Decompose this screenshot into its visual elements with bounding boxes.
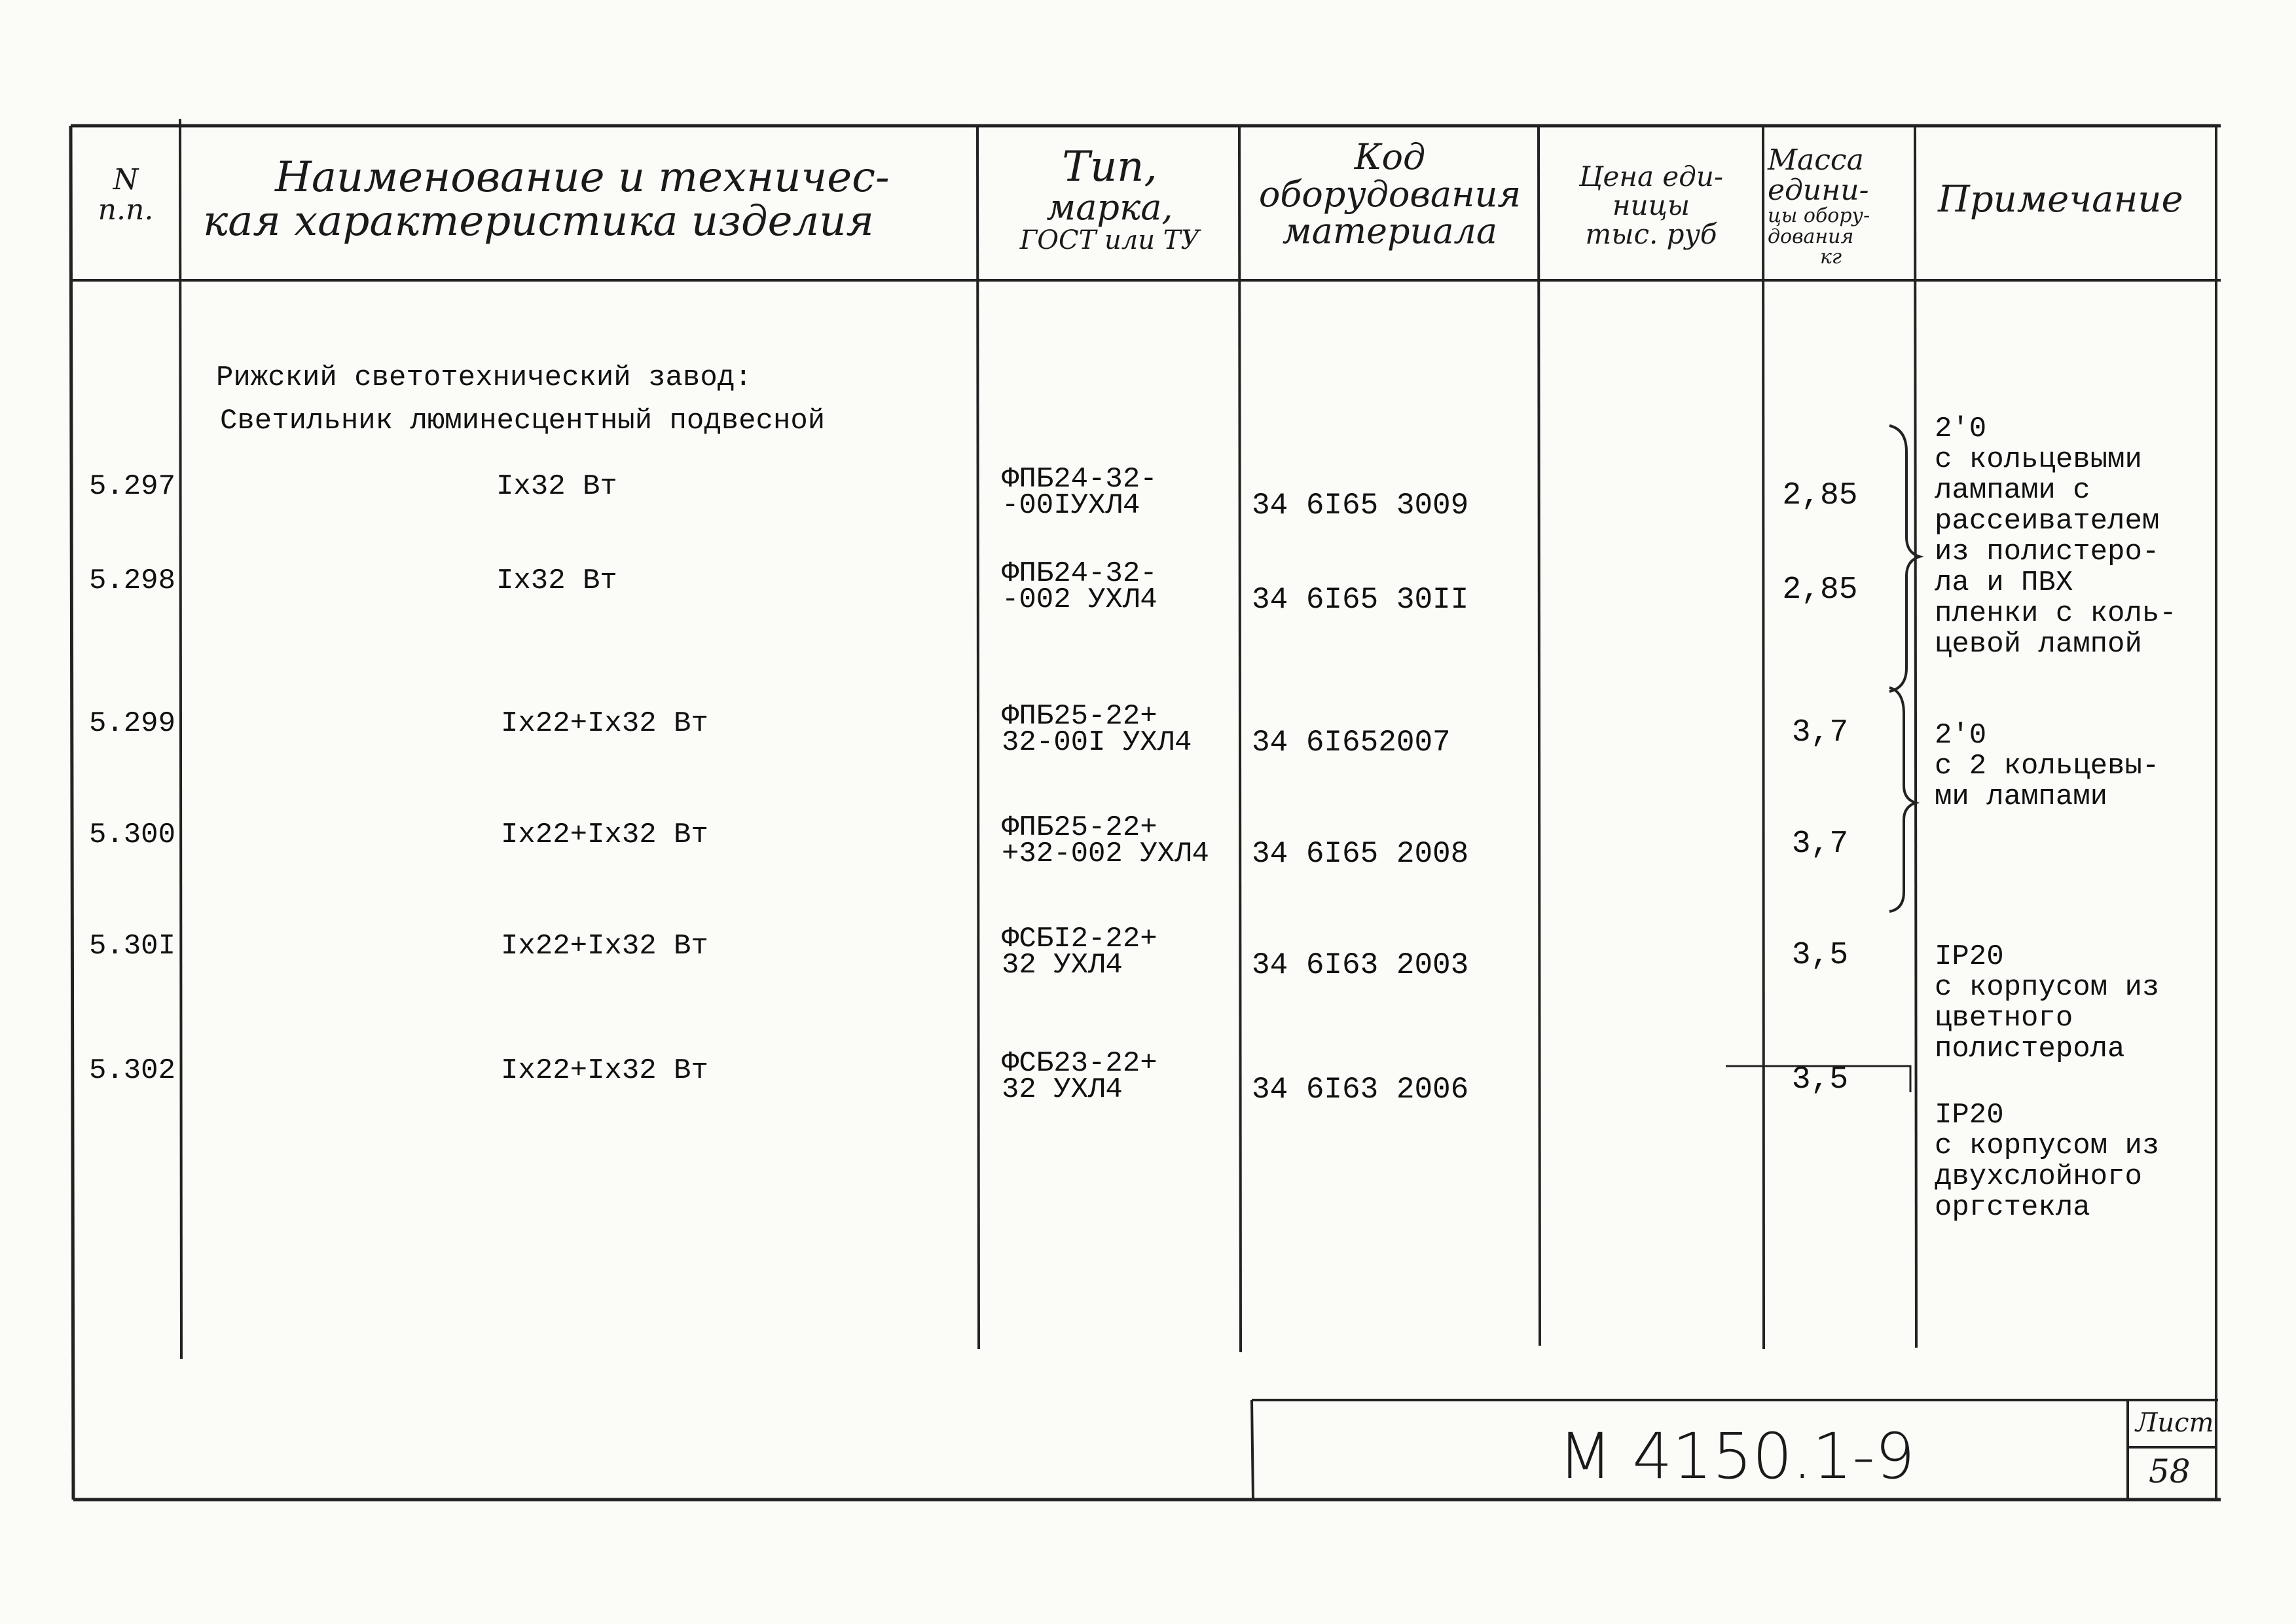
header-type-line: Тип,	[1062, 143, 1157, 191]
row-type-line: ФПБ24-32-	[1002, 463, 1157, 496]
row-number: 5.297	[88, 470, 175, 503]
table-row	[0, 923, 2226, 1008]
header-num-line: п.п.	[98, 193, 154, 227]
header-name	[203, 153, 890, 246]
row-code: 34 6I63 2006	[1252, 1073, 1469, 1107]
table-row	[0, 700, 2226, 786]
note-line: пленки с коль-	[1935, 597, 2177, 630]
header-code-line: Код	[1354, 136, 1426, 177]
header-mass	[1768, 145, 1870, 268]
header-type-line: ГОСТ или ТУ	[1019, 225, 1200, 255]
sheet-label: Лист	[2136, 1408, 2214, 1438]
note-line: с корпусом из	[1935, 1130, 2160, 1162]
row-name: Iх32 Вт	[496, 564, 617, 597]
header-mass-line: дования	[1768, 225, 1854, 248]
row-mass: 3,5	[1791, 1062, 1849, 1098]
note-line: 2'0	[1935, 413, 1987, 445]
note-group	[1935, 942, 2159, 1065]
note-line: лампами с	[1935, 474, 2090, 507]
row-type-line: -002 УХЛ4	[1002, 583, 1157, 616]
row-code: 34 6I65 3009	[1252, 489, 1469, 523]
row-type-line: 32 УХЛ4	[1002, 1073, 1123, 1106]
row-type	[1002, 811, 1209, 870]
note-line: рассеивателем	[1935, 505, 2160, 538]
row-type-line: -00IУХЛ4	[1002, 489, 1140, 522]
row-name: Iх32 Вт	[496, 470, 617, 503]
header-type	[982, 145, 1237, 254]
note-line: IP20	[1935, 940, 2004, 973]
row-name: Iх22+Iх32 Вт	[501, 1054, 708, 1087]
header-mass-line: цы обору-	[1768, 204, 1870, 228]
row-name: Iх22+Iх32 Вт	[501, 707, 708, 740]
header-code-line: оборудования	[1258, 173, 1522, 215]
row-number: 5.298	[88, 564, 175, 597]
header-mass-line: Масса	[1768, 143, 1864, 177]
row-type-line: ФПБ25-22+	[1002, 700, 1157, 733]
row-code: 34 6I65 30II	[1252, 583, 1469, 617]
header-price	[1541, 162, 1761, 249]
row-mass: 3,7	[1791, 826, 1849, 862]
manufacturer-heading: Рижский светотехнический завод:	[216, 361, 752, 394]
row-type-line: ФПБ25-22+	[1002, 811, 1157, 844]
row-name: Iх22+Iх32 Вт	[501, 930, 708, 963]
note-line: 2'0	[1935, 719, 1987, 752]
row-type	[1002, 700, 1192, 759]
header-type-line: марка,	[1046, 187, 1173, 229]
row-mass: 2,85	[1782, 572, 1858, 608]
note-line: двухслойного	[1935, 1160, 2142, 1193]
header-name-line: кая характеристика изделия	[203, 197, 874, 246]
row-type	[1002, 923, 1157, 982]
note-line: цевой лампой	[1935, 628, 2142, 661]
header-code	[1242, 136, 1538, 252]
note-line: ла и ПВХ	[1935, 566, 2073, 599]
row-type	[1002, 557, 1157, 616]
header-mass-line: кг	[1820, 246, 1842, 269]
row-code: 34 6I65 2008	[1252, 837, 1469, 871]
product-group-heading: Светильник люминесцентный подвесной	[220, 405, 826, 437]
row-type-line: +32-002 УХЛ4	[1002, 838, 1209, 870]
table-row	[0, 557, 2226, 643]
note-group	[1935, 1100, 2159, 1223]
note-line: из полистеро-	[1935, 536, 2160, 568]
document-code: М 4150.1-9	[1558, 1420, 1915, 1493]
row-number: 5.30I	[88, 930, 175, 963]
note-line: ми лампами	[1935, 781, 2108, 813]
row-type-line: 32 УХЛ4	[1002, 949, 1123, 982]
header-code-line: материала	[1282, 210, 1498, 252]
row-code: 34 6I652007	[1252, 726, 1451, 760]
row-type-line: 32-00I УХЛ4	[1002, 726, 1192, 759]
row-type	[1002, 463, 1157, 522]
note-line: полистерола	[1935, 1033, 2125, 1065]
row-code: 34 6I63 2003	[1252, 948, 1469, 982]
note-line: IP20	[1935, 1099, 2004, 1132]
row-mass: 3,5	[1791, 938, 1849, 973]
header-price-line: ницы	[1612, 189, 1690, 222]
header-name-line: Наименование и техничес-	[275, 153, 890, 202]
row-number: 5.299	[88, 707, 175, 740]
table-row	[0, 463, 2226, 549]
row-mass: 2,85	[1782, 478, 1858, 513]
note-line: с кольцевыми	[1935, 443, 2142, 476]
row-type	[1002, 1047, 1157, 1106]
note-line: с корпусом из	[1935, 971, 2160, 1004]
header-num	[73, 165, 178, 225]
row-name: Iх22+Iх32 Вт	[501, 819, 708, 851]
header-price-line: Цена еди-	[1578, 160, 1724, 193]
note-group	[1935, 414, 2177, 660]
row-mass: 3,7	[1791, 715, 1849, 750]
table-row	[0, 811, 2226, 897]
note-line: с 2 кольцевы-	[1935, 750, 2160, 783]
note-line: цветного	[1935, 1002, 2073, 1035]
row-type-line: ФСБI2-22+	[1002, 923, 1157, 955]
sheet-number: 58	[2149, 1452, 2191, 1490]
row-number: 5.300	[88, 819, 175, 851]
row-number: 5.302	[88, 1054, 175, 1087]
note-line: оргстекла	[1935, 1191, 2090, 1224]
note-group	[1935, 720, 2159, 813]
row-type-line: ФСБ23-22+	[1002, 1047, 1157, 1080]
header-note: Примечание	[1938, 178, 2183, 221]
header-mass-line: едини-	[1768, 174, 1869, 208]
header-price-line: тыс. руб	[1585, 218, 1717, 251]
header-num-line: N	[113, 163, 139, 196]
row-type-line: ФПБ24-32-	[1002, 557, 1157, 590]
